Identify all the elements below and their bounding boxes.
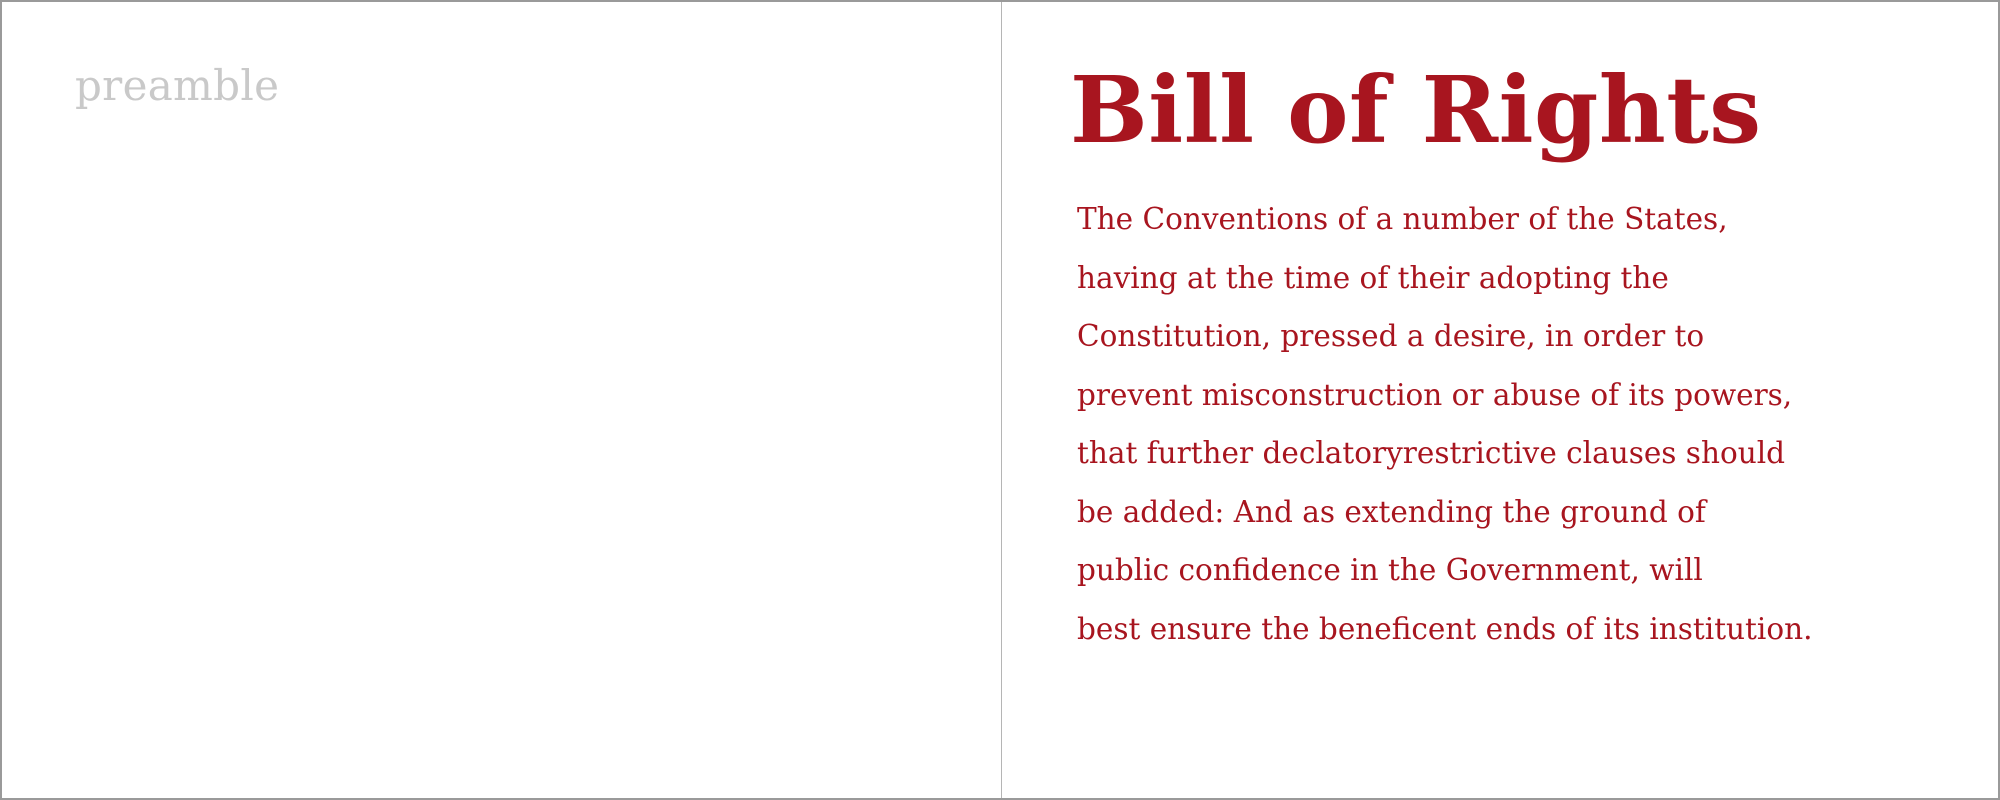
right-page	[1002, 2, 2000, 798]
preamble-paragraph	[1077, 190, 1837, 658]
paragraph-line: The Conventions of a number of the States,	[1077, 202, 1728, 236]
paragraph-line: public confidence in the Government, will	[1077, 553, 1703, 587]
section-label: preamble	[75, 61, 280, 110]
paragraph-line: that further declatoryrestrictive clauses should	[1077, 436, 1786, 470]
paragraph-line: Constitution, pressed a desire, in order to	[1077, 319, 1705, 353]
paragraph-line: having at the time of their adopting the	[1077, 260, 1669, 295]
paragraph-line: best ensure the beneficent ends of its institution.	[1077, 611, 1813, 646]
paragraph-line: prevent misconstruction or abuse of its powers,	[1077, 377, 1793, 412]
paragraph-line: be added: And as extending the ground of	[1077, 494, 1706, 529]
left-page	[2, 2, 1002, 798]
page-title: Bill of Rights	[1070, 56, 1762, 164]
